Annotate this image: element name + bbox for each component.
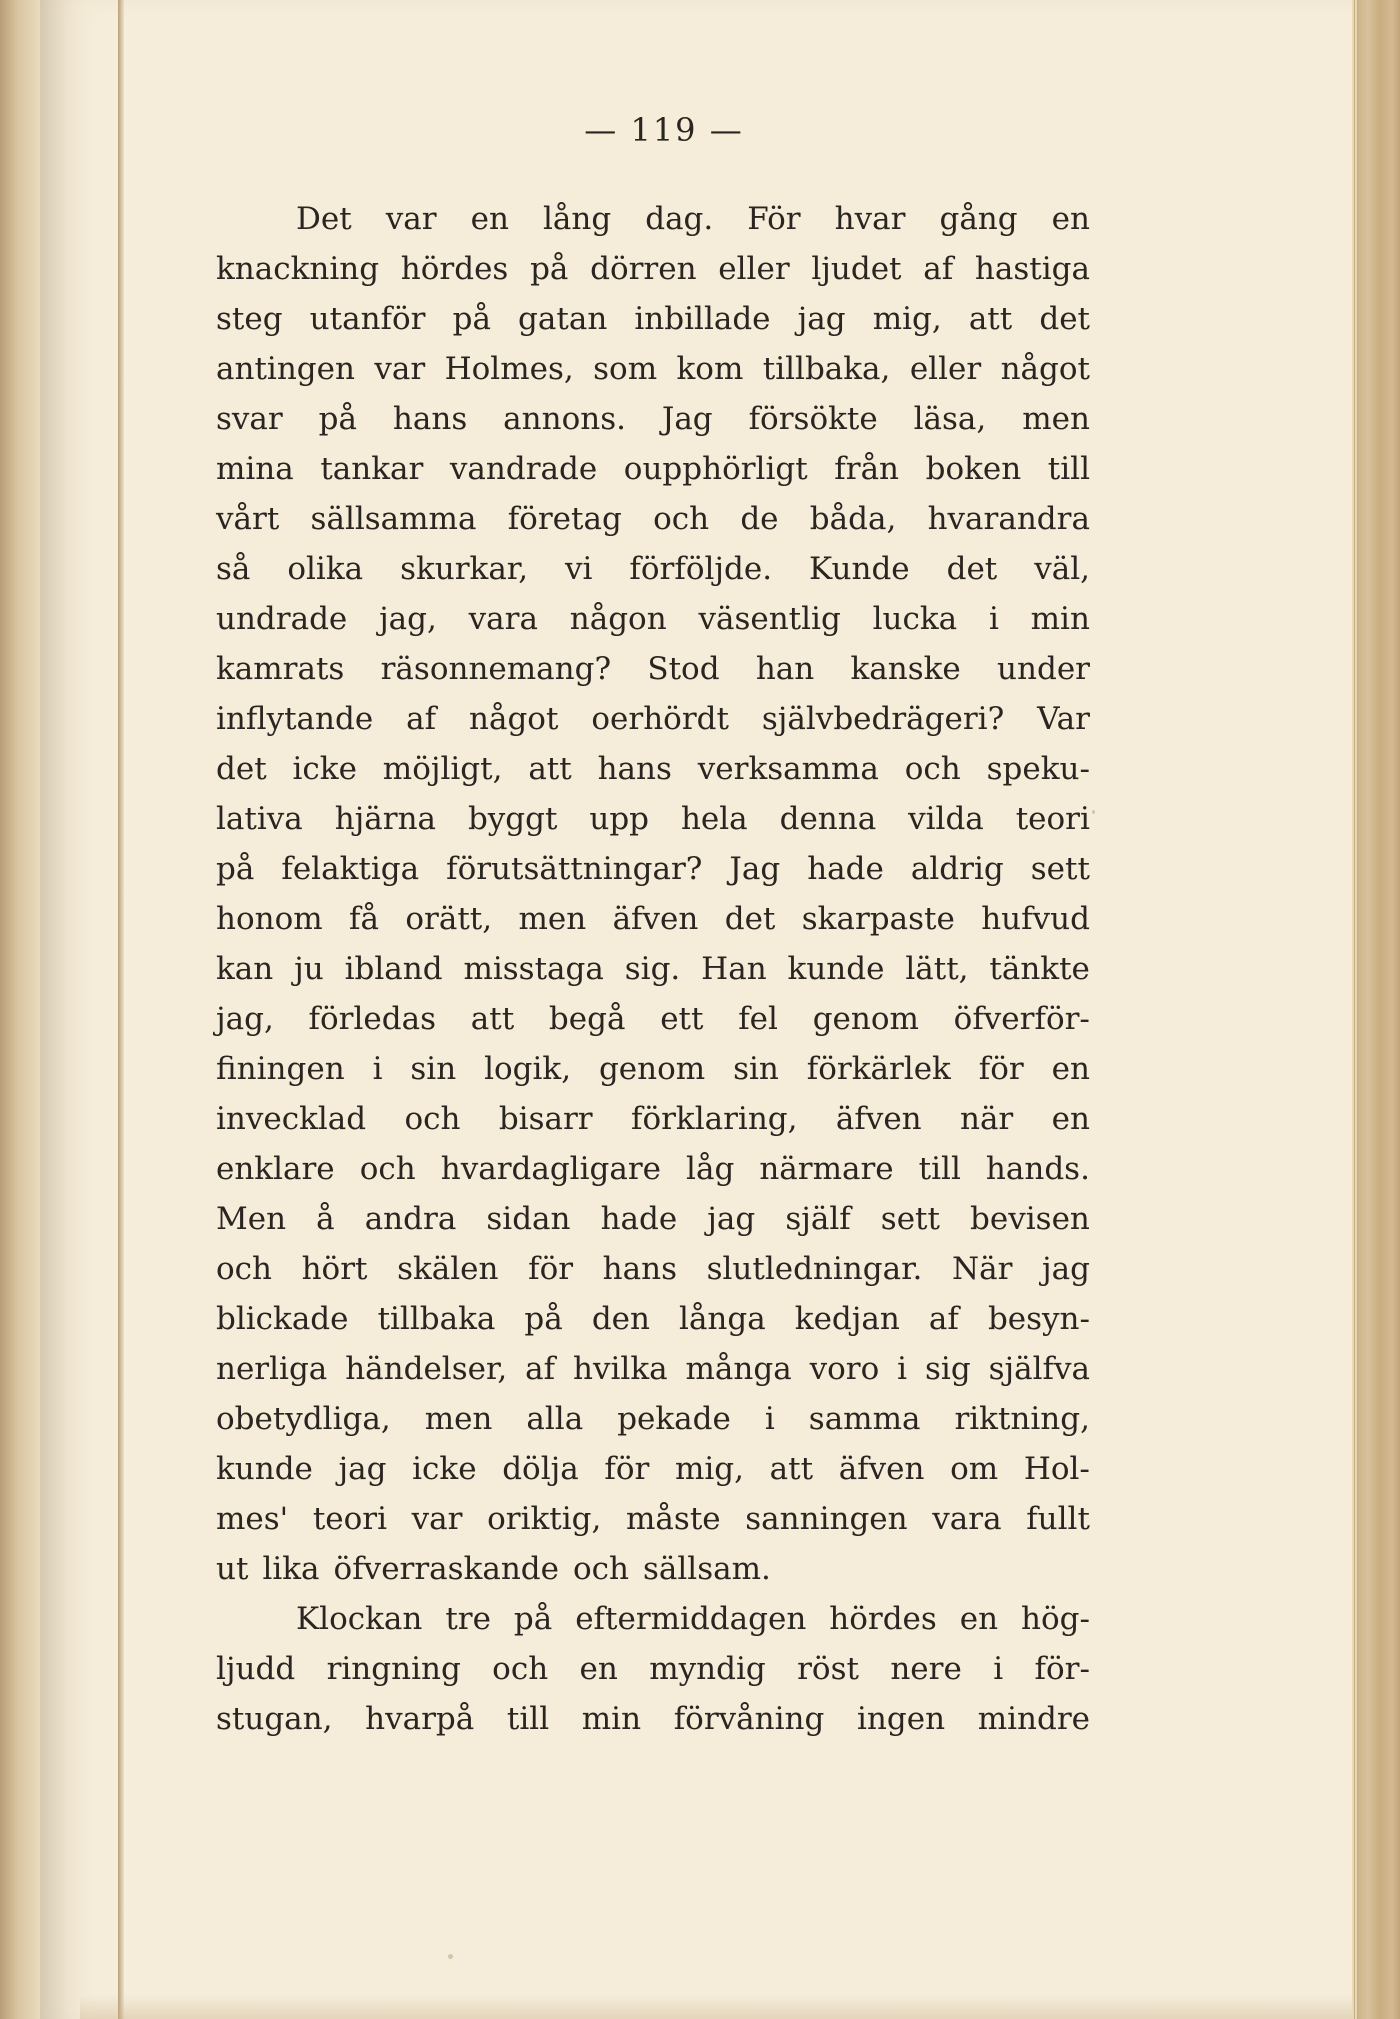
word: mes' <box>216 1501 289 1537</box>
word: en <box>579 1651 618 1687</box>
word: hufvud <box>981 901 1090 937</box>
word: hvarandra <box>927 501 1090 537</box>
word: var <box>385 201 437 237</box>
word: jag, <box>379 601 437 637</box>
word: många <box>685 1351 792 1387</box>
word: hands. <box>985 1151 1090 1187</box>
word: om <box>950 1451 999 1487</box>
word: och <box>653 501 710 537</box>
word: skarpaste <box>801 901 955 937</box>
word: på <box>452 301 491 337</box>
word: sällsam. <box>643 1551 771 1587</box>
word: en <box>1051 1051 1090 1087</box>
word: de <box>740 501 779 537</box>
text-line <box>216 1694 1090 1744</box>
word: till <box>1047 451 1090 487</box>
word: oriktig, <box>487 1501 602 1537</box>
word: kedjan <box>794 1301 900 1337</box>
word: i <box>372 1051 383 1087</box>
word: äfven <box>838 1451 925 1487</box>
text-line <box>216 1594 1090 1644</box>
word: dörren <box>590 251 697 287</box>
text-line <box>216 994 1090 1044</box>
page-number: — 119 — <box>584 111 744 149</box>
word: Han <box>701 951 767 987</box>
word: jag <box>1042 1251 1090 1287</box>
word: mig, <box>872 301 942 337</box>
book-cover-edge <box>1358 0 1400 2019</box>
word: gång <box>939 201 1018 237</box>
text-line <box>216 644 1090 694</box>
text-line <box>216 244 1090 294</box>
word: Kunde <box>809 551 910 587</box>
word: förklaring, <box>630 1101 798 1137</box>
word: slutledningar. <box>706 1251 923 1287</box>
word: långa <box>679 1301 766 1337</box>
text-line <box>216 694 1090 744</box>
word: att <box>528 751 572 787</box>
word: tankar <box>320 451 424 487</box>
word: tre <box>445 1601 491 1637</box>
text-line <box>216 344 1090 394</box>
text-line <box>216 794 1090 844</box>
word: förutsättningar? <box>446 851 703 887</box>
word: gatan <box>518 301 608 337</box>
text-line <box>216 194 1090 244</box>
word: tänkte <box>989 951 1090 987</box>
word: för <box>978 1051 1024 1087</box>
word: och <box>404 1101 461 1137</box>
text-line <box>216 1144 1090 1194</box>
word: begå <box>548 1001 626 1037</box>
word: självbedrägeri? <box>761 701 1005 737</box>
word: obetydliga, <box>216 1401 391 1437</box>
word: kunde <box>216 1451 313 1487</box>
word: För <box>747 201 801 237</box>
word: andra <box>364 1201 457 1237</box>
word: bevisen <box>970 1201 1090 1237</box>
bottom-shade <box>80 1995 1398 2019</box>
word: till <box>918 1151 961 1187</box>
gutter-fold <box>118 0 124 2019</box>
word: det <box>216 751 267 787</box>
word: jag <box>338 1451 387 1487</box>
word: få <box>349 901 379 937</box>
word: möjligt, <box>382 751 503 787</box>
word: väl, <box>1034 551 1090 587</box>
word: ljudet <box>811 251 902 287</box>
word: dölja <box>502 1451 579 1487</box>
word: annons. <box>503 401 626 437</box>
word: väsentlig <box>698 601 841 637</box>
word: inbillade <box>634 301 771 337</box>
word: ett <box>660 1001 704 1037</box>
word: felaktiga <box>281 851 420 887</box>
word: hvardagligare <box>440 1151 662 1187</box>
word: ibland <box>344 951 443 987</box>
text-line <box>216 544 1090 594</box>
word: och <box>216 1251 272 1287</box>
word: knackning <box>216 251 380 287</box>
word: Det <box>296 201 352 237</box>
word: hade <box>807 851 884 887</box>
word: förkärlek <box>806 1051 951 1087</box>
word: bisarr <box>498 1101 593 1137</box>
word: och <box>904 751 961 787</box>
word: i <box>988 601 999 637</box>
text-line <box>216 294 1090 344</box>
word: alla <box>526 1401 584 1437</box>
word: eftermiddagen <box>575 1601 807 1637</box>
word: genom <box>598 1051 706 1087</box>
word: genom <box>812 1001 919 1037</box>
word: hvilka <box>573 1351 668 1387</box>
word: en <box>959 1601 999 1637</box>
word: äfven <box>612 901 699 937</box>
text-line <box>216 844 1090 894</box>
text-line <box>216 1044 1090 1094</box>
word: vandrade <box>449 451 598 487</box>
word: boken <box>925 451 1022 487</box>
word: på <box>530 251 569 287</box>
word: båda, <box>809 501 897 537</box>
word: hög- <box>1021 1601 1090 1637</box>
word: Var <box>1037 701 1090 737</box>
text-line <box>216 1194 1090 1244</box>
word: blickade <box>216 1301 349 1337</box>
word: tillbaka, <box>762 351 891 387</box>
word: en <box>1051 1101 1090 1137</box>
word: sig <box>925 1351 971 1387</box>
word: antingen <box>216 351 355 387</box>
word: orätt, <box>405 901 493 937</box>
body-text <box>216 194 1090 1744</box>
word: måste <box>626 1501 721 1537</box>
word: undrade <box>216 601 348 637</box>
word: närmare <box>759 1151 894 1187</box>
text-line <box>216 894 1090 944</box>
word: upp <box>589 801 650 837</box>
word: på <box>318 401 357 437</box>
word: när <box>959 1101 1014 1137</box>
word: dag. <box>645 201 714 237</box>
book-spine-shadow <box>0 0 40 2019</box>
word: sett <box>1030 851 1090 887</box>
word: hastiga <box>974 251 1090 287</box>
word: lätt, <box>905 951 969 987</box>
word: vi <box>565 551 593 587</box>
word: det <box>946 551 998 587</box>
word: voro <box>809 1351 880 1387</box>
word: jag <box>707 1201 756 1237</box>
word: nere <box>890 1651 962 1687</box>
page-text <box>216 110 1090 1744</box>
text-line <box>216 1494 1090 1544</box>
word: under <box>997 651 1090 687</box>
word: till <box>506 1701 550 1737</box>
word: var <box>374 351 426 387</box>
word: lång <box>542 201 612 237</box>
word: besyn- <box>987 1301 1090 1337</box>
word: på <box>524 1301 563 1337</box>
word: ju <box>294 951 324 987</box>
word: verksamma <box>697 751 879 787</box>
word: själf <box>785 1201 851 1237</box>
word: på <box>513 1601 553 1637</box>
word: utanför <box>309 301 426 337</box>
word: fullt <box>1026 1501 1090 1537</box>
word: min <box>581 1701 642 1737</box>
word: öfverraskande <box>333 1551 559 1587</box>
word: af <box>923 251 954 287</box>
word: vara <box>468 601 538 637</box>
paper-speck <box>448 1954 453 1959</box>
word: teori <box>312 1501 388 1537</box>
word: kamrats <box>216 651 345 687</box>
word: riktning, <box>954 1401 1090 1437</box>
word: eller <box>718 251 790 287</box>
word: tillbaka <box>377 1301 496 1337</box>
word: sidan <box>486 1201 571 1237</box>
word: och <box>573 1551 629 1587</box>
word: icke <box>292 751 357 787</box>
word: aldrig <box>910 851 1004 887</box>
text-line <box>216 1444 1090 1494</box>
word: på <box>216 851 255 887</box>
word: byggt <box>467 801 558 837</box>
word: logik, <box>484 1051 572 1087</box>
text-line <box>216 744 1090 794</box>
word: öfverför- <box>953 1001 1090 1037</box>
text-line <box>216 1094 1090 1144</box>
word: skälen <box>397 1251 499 1287</box>
word: invecklad <box>216 1101 367 1137</box>
word: myndig <box>649 1651 766 1687</box>
word: teori <box>1015 801 1090 837</box>
word: Holmes, <box>444 351 574 387</box>
word: mina <box>216 451 294 487</box>
word: misstaga <box>463 951 604 987</box>
word: jag, <box>216 1001 274 1037</box>
word: det <box>1039 301 1090 337</box>
word: lativa <box>216 801 303 837</box>
word: äfven <box>835 1101 922 1137</box>
word: en <box>470 201 509 237</box>
word: som <box>593 351 658 387</box>
word: men <box>1022 401 1090 437</box>
text-line <box>216 944 1090 994</box>
word: och <box>492 1651 549 1687</box>
word: och <box>359 1151 416 1187</box>
word: röst <box>797 1651 859 1687</box>
text-line <box>216 494 1090 544</box>
word: någon <box>569 601 667 637</box>
word: kan <box>216 951 274 987</box>
word: hans <box>597 751 672 787</box>
word: Men <box>216 1201 287 1237</box>
word: ingen <box>857 1701 946 1737</box>
word: honom <box>216 901 323 937</box>
word: kunde <box>787 951 885 987</box>
word: fel <box>738 1001 778 1037</box>
paragraph <box>216 1594 1090 1744</box>
word: Hol- <box>1023 1451 1090 1487</box>
word: ljudd <box>216 1651 296 1687</box>
word: han <box>755 651 815 687</box>
word: ut <box>216 1551 249 1587</box>
word: men <box>518 901 587 937</box>
word: var <box>411 1501 463 1537</box>
word: i <box>993 1651 1004 1687</box>
word: låg <box>686 1151 735 1187</box>
word: hvarpå <box>365 1701 475 1737</box>
word: Klockan <box>296 1601 423 1637</box>
word: denna <box>779 801 877 837</box>
word: å <box>316 1201 335 1237</box>
word: i <box>764 1401 775 1437</box>
word: försökte <box>748 401 878 437</box>
word: sig. <box>624 951 681 987</box>
word: förvåning <box>673 1701 825 1737</box>
text-line <box>216 1394 1090 1444</box>
word: själfva <box>988 1351 1090 1387</box>
text-line <box>216 1544 1090 1594</box>
word: enklare <box>216 1151 335 1187</box>
word: hade <box>600 1201 678 1237</box>
word: mig, <box>674 1451 744 1487</box>
word: samma <box>808 1401 921 1437</box>
word: finingen <box>216 1051 345 1087</box>
word: lika <box>262 1551 320 1587</box>
word: att <box>968 301 1013 337</box>
word: något <box>469 701 559 737</box>
paper-speck <box>1092 810 1095 814</box>
word: att <box>769 1451 814 1487</box>
word: sällsamma <box>310 501 477 537</box>
word: hans <box>392 401 468 437</box>
word: steg <box>216 301 283 337</box>
word: af <box>525 1351 556 1387</box>
word: för <box>528 1251 574 1287</box>
word: inflytande <box>216 701 374 737</box>
word: pekade <box>617 1401 731 1437</box>
word: lucka <box>872 601 958 637</box>
word: kanske <box>850 651 961 687</box>
word: för <box>604 1451 650 1487</box>
word: från <box>834 451 900 487</box>
word: räsonnemang? <box>380 651 612 687</box>
text-line <box>216 444 1090 494</box>
word: hört <box>301 1251 368 1287</box>
word: svar <box>216 401 283 437</box>
word: i <box>897 1351 908 1387</box>
word: icke <box>412 1451 477 1487</box>
word: hela <box>680 801 748 837</box>
word: så <box>216 551 251 587</box>
word: hördes <box>829 1601 937 1637</box>
word: det <box>724 901 776 937</box>
word: Stod <box>647 651 720 687</box>
word: Jag <box>729 851 781 887</box>
word: speku- <box>986 751 1090 787</box>
word: jag <box>797 301 846 337</box>
word: olika <box>287 551 364 587</box>
word: oerhördt <box>591 701 729 737</box>
word: sett <box>880 1201 940 1237</box>
word: företag <box>507 501 622 537</box>
word: skurkar, <box>400 551 529 587</box>
word: hördes <box>400 251 509 287</box>
text-line <box>216 1294 1090 1344</box>
word: sin <box>410 1051 457 1087</box>
text-line <box>216 1244 1090 1294</box>
word: oupphörligt <box>623 451 808 487</box>
word: vilda <box>908 801 984 837</box>
word: mindre <box>977 1701 1090 1737</box>
word: hans <box>602 1251 677 1287</box>
text-line <box>216 1644 1090 1694</box>
word: förledas <box>308 1001 436 1037</box>
word: stugan, <box>216 1701 333 1737</box>
word: händelser, <box>345 1351 508 1387</box>
word: af <box>928 1301 959 1337</box>
word: min <box>1030 601 1090 637</box>
word: läsa, <box>913 401 987 437</box>
word: kom <box>676 351 744 387</box>
word: att <box>470 1001 515 1037</box>
word: sin <box>733 1051 779 1087</box>
text-line <box>216 394 1090 444</box>
word: hjärna <box>334 801 437 837</box>
word: förföljde. <box>629 551 773 587</box>
word: något <box>1000 351 1090 387</box>
text-line <box>216 1344 1090 1394</box>
word: men <box>424 1401 493 1437</box>
word: hvar <box>834 201 906 237</box>
word: När <box>951 1251 1013 1287</box>
word: eller <box>909 351 982 387</box>
word: för- <box>1034 1651 1090 1687</box>
word: vårt <box>216 501 280 537</box>
paragraph <box>216 194 1090 1594</box>
word: nerliga <box>216 1351 328 1387</box>
word: Jag <box>661 401 713 437</box>
word: en <box>1051 201 1090 237</box>
word: den <box>591 1301 650 1337</box>
word: vara <box>932 1501 1002 1537</box>
text-line <box>216 594 1090 644</box>
word: af <box>406 701 437 737</box>
word: sanningen <box>745 1501 908 1537</box>
word: ringning <box>326 1651 461 1687</box>
